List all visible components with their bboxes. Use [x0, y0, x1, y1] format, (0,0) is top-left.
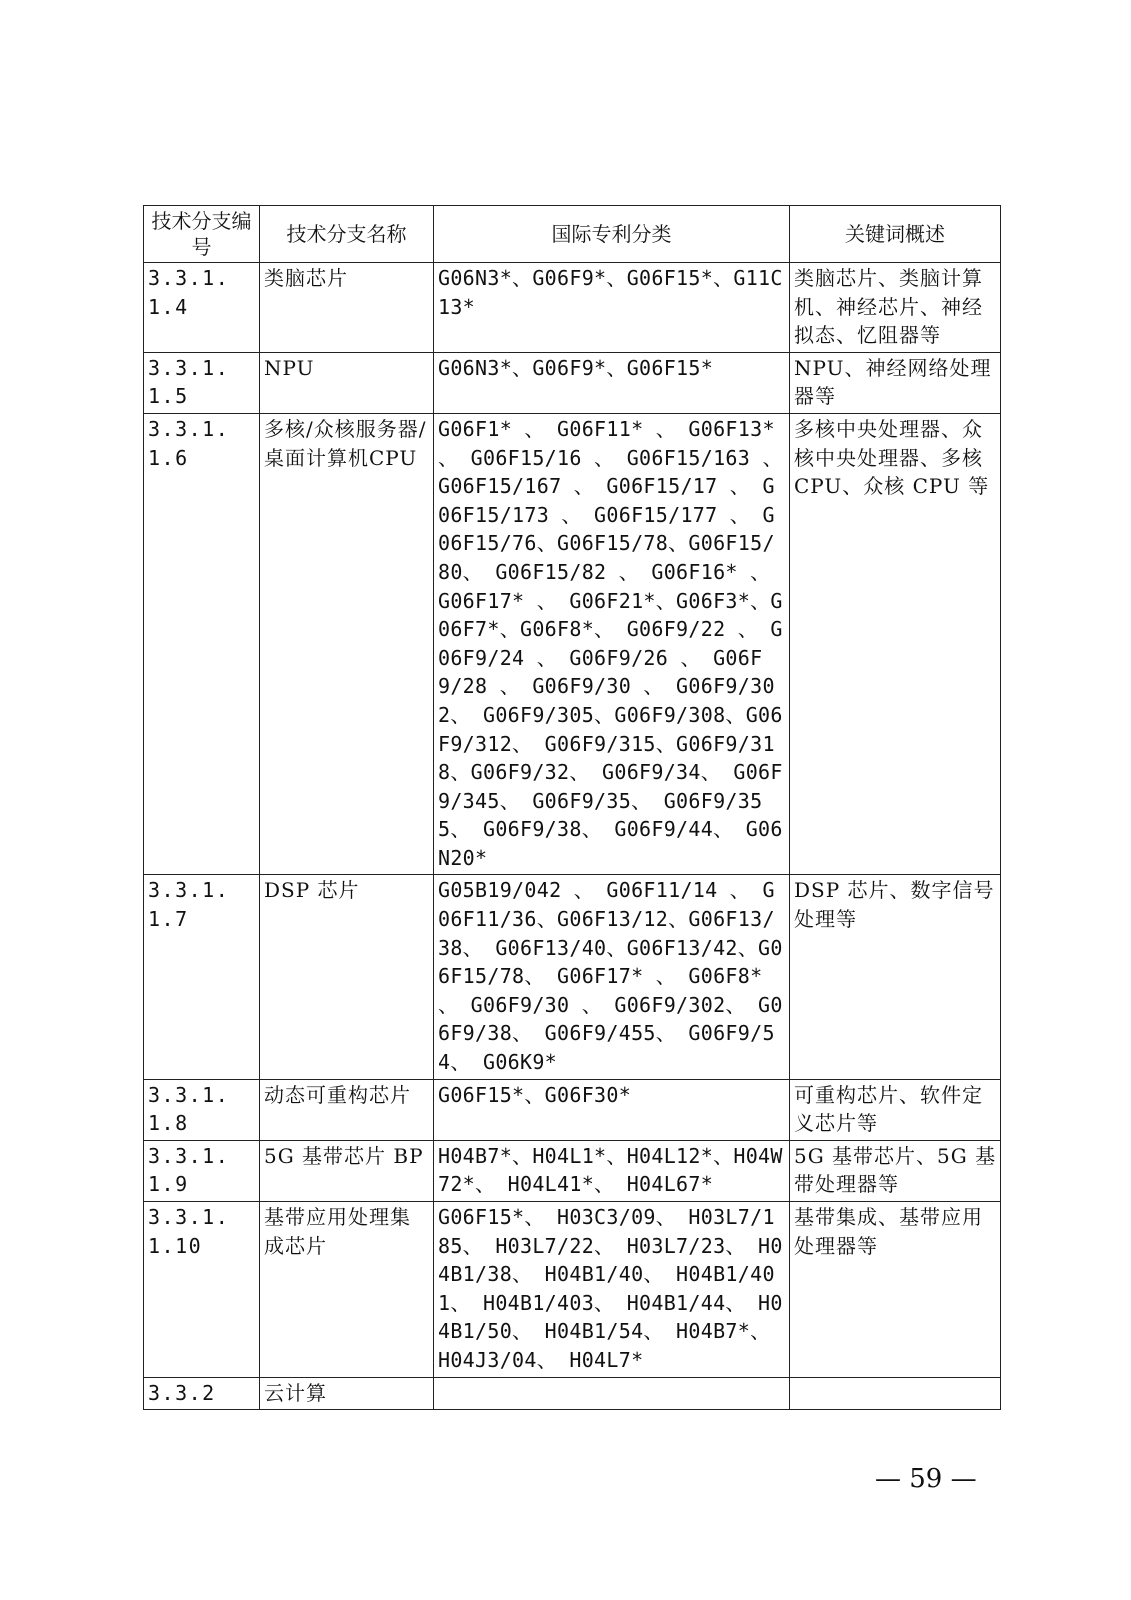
- branch-name: NPU: [260, 352, 434, 413]
- branch-code: 3.3.1.1.7: [144, 875, 260, 1079]
- header-branch-code: 技术分支编号: [144, 206, 260, 263]
- classification-table: [143, 205, 1001, 1410]
- branch-code: 3.3.2: [144, 1377, 260, 1410]
- header-ipc: 国际专利分类: [434, 206, 790, 263]
- keywords: [790, 1377, 1001, 1410]
- header-branch-name: 技术分支名称: [260, 206, 434, 263]
- header-keywords: 关键词概述: [790, 206, 1001, 263]
- ipc-codes: H04B7*、H04L1*、H04L12*、H04W72*、 H04L41*、 H04L67*: [434, 1140, 790, 1201]
- branch-name: DSP 芯片: [260, 875, 434, 1079]
- branch-name: 云计算: [260, 1377, 434, 1410]
- ipc-codes: G06F1* 、 G06F11* 、 G06F13* 、 G06F15/16 、 G06F15/163 、 G06F15/167 、 G06F15/17 、 G06F15/173 、 G06F15/177 、 G06F15/76、G06F15/78、G06F15/80、 G06F15/82 、 G06F16* 、 G06F17* 、 G06F21*、G06F3*、G06F7*、G06F8*、 G06F9/22 、 G06F9/24 、 G06F9/26 、 G06F9/28 、 G06F9/30 、 G06F9/302、 G06F9/305、G06F9/308、G06F9/312、 G06F9/315、G06F9/318、G06F9/32、 G06F9/34、 G06F9/345、 G06F9/35、 G06F9/355、 G06F9/38、 G06F9/44、 G06N20*: [434, 413, 790, 875]
- ipc-codes: G06N3*、G06F9*、G06F15*、G11C13*: [434, 263, 790, 353]
- table-row: [144, 1202, 1001, 1378]
- branch-code: 3.3.1.1.6: [144, 413, 260, 875]
- ipc-codes: G06F15*、 H03C3/09、 H03L7/185、 H03L7/22、 H03L7/23、 H04B1/38、 H04B1/40、 H04B1/401、 H04B1/403、 H04B1/44、 H04B1/50、 H04B1/54、 H04B7*、 H04J3/04、 H04L7*: [434, 1202, 790, 1378]
- branch-code: 3.3.1.1.10: [144, 1202, 260, 1378]
- ipc-codes: G06F15*、G06F30*: [434, 1079, 790, 1140]
- ipc-codes: [434, 1377, 790, 1410]
- keywords: 5G 基带芯片、5G 基带处理器等: [790, 1140, 1001, 1201]
- branch-name: 基带应用处理集成芯片: [260, 1202, 434, 1378]
- branch-code: 3.3.1.1.9: [144, 1140, 260, 1201]
- table-row: [144, 413, 1001, 875]
- branch-name: 多核/众核服务器/桌面计算机CPU: [260, 413, 434, 875]
- branch-code: 3.3.1.1.8: [144, 1079, 260, 1140]
- keywords: 基带集成、基带应用处理器等: [790, 1202, 1001, 1378]
- keywords: 类脑芯片、类脑计算机、神经芯片、神经拟态、忆阻器等: [790, 263, 1001, 353]
- table-row: [144, 1140, 1001, 1201]
- table-row: [144, 1079, 1001, 1140]
- branch-name: 动态可重构芯片: [260, 1079, 434, 1140]
- page-number: — 59 —: [875, 1464, 977, 1494]
- ipc-codes: G05B19/042 、 G06F11/14 、 G06F11/36、G06F13/12、G06F13/38、 G06F13/40、G06F13/42、G06F15/78、 G06F17* 、 G06F8* 、 G06F9/30 、 G06F9/302、 G06F9/38、 G06F9/455、 G06F9/54、 G06K9*: [434, 875, 790, 1079]
- branch-name: 类脑芯片: [260, 263, 434, 353]
- table-row: [144, 875, 1001, 1079]
- ipc-codes: G06N3*、G06F9*、G06F15*: [434, 352, 790, 413]
- table-row: [144, 1377, 1001, 1410]
- keywords: 多核中央处理器、众核中央处理器、多核CPU、众核 CPU 等: [790, 413, 1001, 875]
- table-header-row: [144, 206, 1001, 263]
- keywords: NPU、神经网络处理器等: [790, 352, 1001, 413]
- branch-name: 5G 基带芯片 BP: [260, 1140, 434, 1201]
- table-row: [144, 352, 1001, 413]
- branch-code: 3.3.1.1.4: [144, 263, 260, 353]
- keywords: DSP 芯片、数字信号处理等: [790, 875, 1001, 1079]
- table-row: [144, 263, 1001, 353]
- keywords: 可重构芯片、软件定义芯片等: [790, 1079, 1001, 1140]
- branch-code: 3.3.1.1.5: [144, 352, 260, 413]
